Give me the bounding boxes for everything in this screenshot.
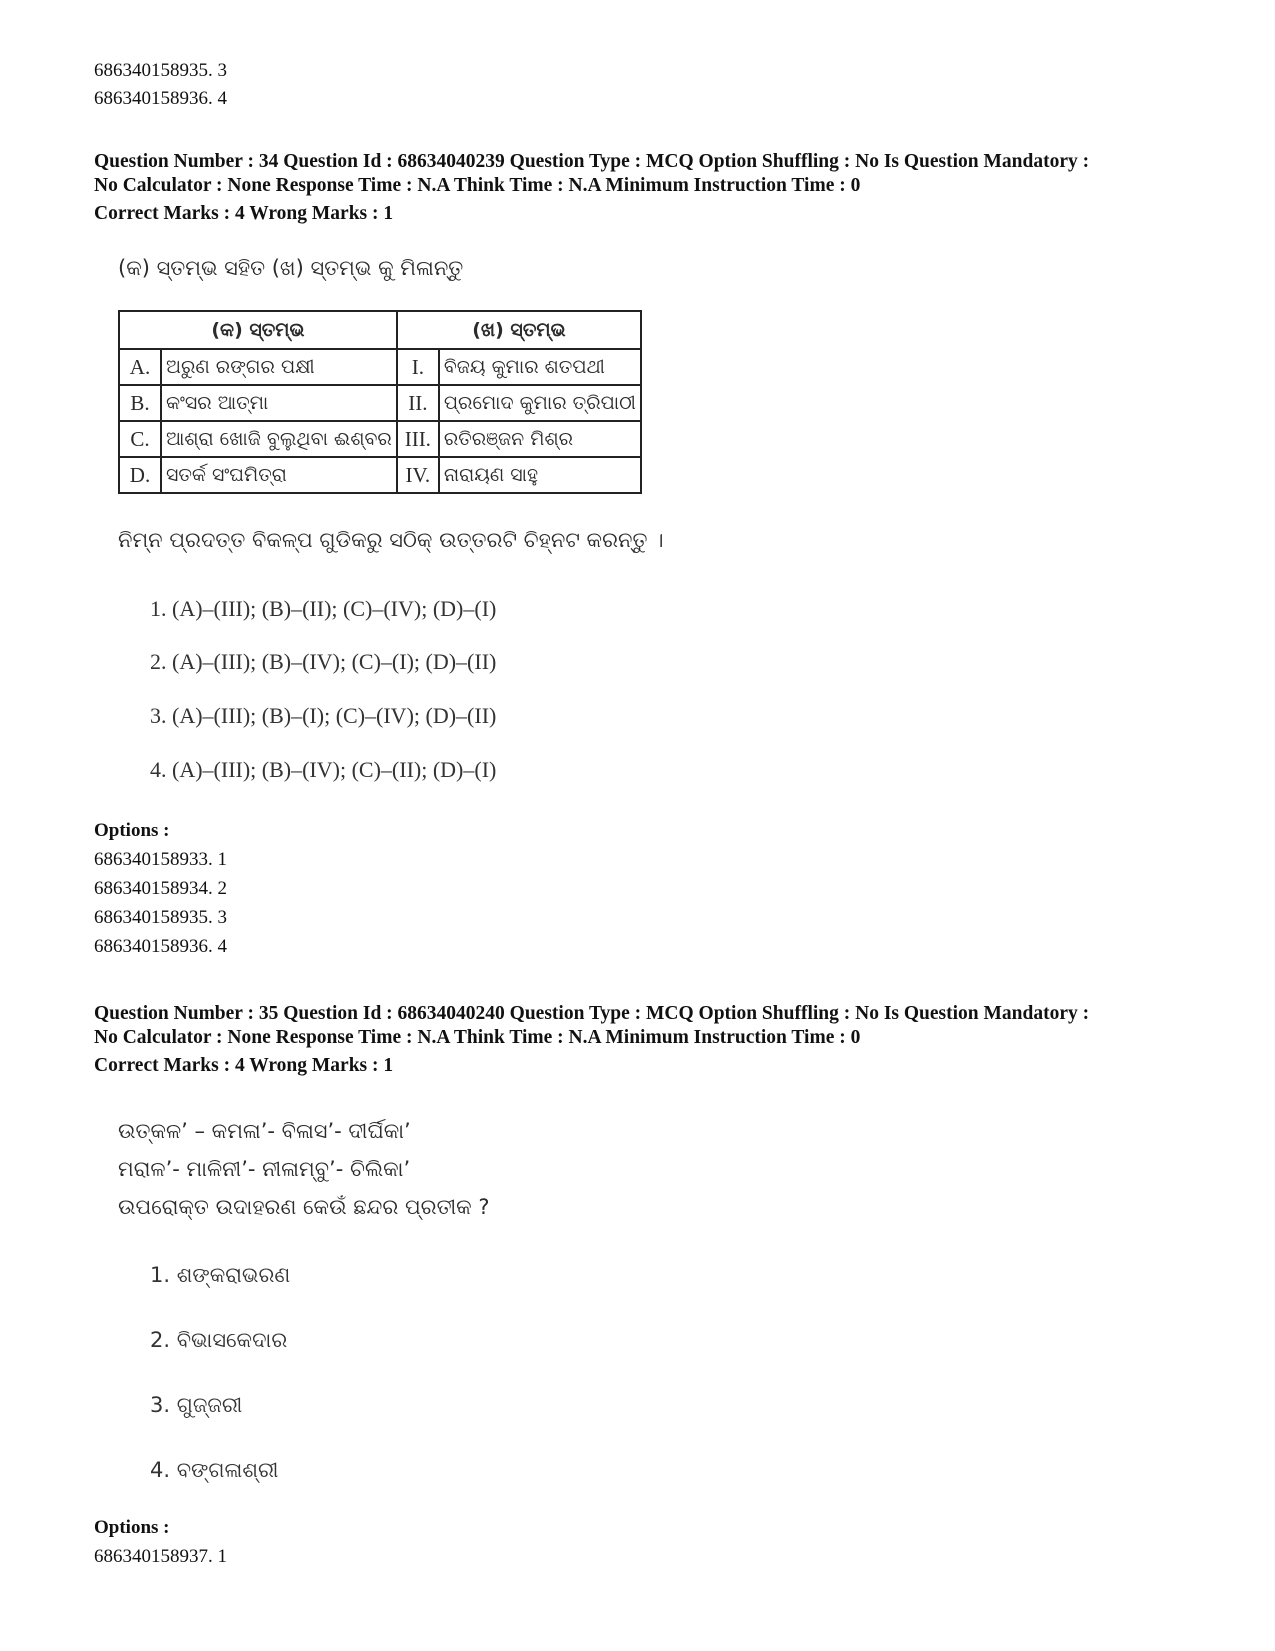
row-value-a: ଆଶ୍ରା ଖୋଜି ବୁଲୁଥିବା ଈଶ୍ବର: [161, 421, 397, 457]
q35-choice-4: 4. ବଙ୍ଗଳାଶ୍ରୀ: [150, 1458, 279, 1482]
q34-col-b-header: (ଖ) ସ୍ତମ୍ଭ: [397, 311, 641, 349]
q35-stem-line2: ମରାଳ’- ମାଳିନୀ’- ନୀଳାମ୍ବୁ’- ଚିଲିକା’: [118, 1157, 411, 1181]
q34-stem: (କ) ସ୍ତମ୍ଭ ସହିତ (ଖ) ସ୍ତମ୍ଭ କୁ ମିଳାନ୍ତୁ: [118, 256, 464, 280]
table-row: [119, 457, 641, 493]
q34-col-a-header: (କ) ସ୍ତମ୍ଭ: [119, 311, 397, 349]
q34-choice-3: 3. (A)–(III); (B)–(I); (C)–(IV); (D)–(II): [150, 703, 497, 728]
q35-header: [94, 1002, 1224, 1050]
q34-options-label: Options :: [94, 820, 170, 841]
q34-option-2: 686340158934. 2: [94, 878, 227, 899]
q34-choice-1: 1. (A)–(III); (B)–(II); (C)–(IV); (D)–(I): [150, 596, 497, 621]
q34-match-table: [118, 310, 642, 494]
q34-choice-4: 4. (A)–(III); (B)–(IV); (C)–(II); (D)–(I): [150, 757, 497, 782]
row-key-b: I.: [397, 349, 439, 385]
q34-instruction: ନିମ୍ନ ପ୍ରଦତ୍ତ ବିକଳ୍ପ ଗୁଡିକରୁ ସଠିକ୍ ଉତ୍ତରଟି ଚିହ୍ନଟ କରନ୍ତୁ ।: [118, 528, 664, 552]
prev-option-3: 686340158935. 3: [94, 60, 227, 81]
row-key-a: B.: [119, 385, 161, 421]
row-key-a: D.: [119, 457, 161, 493]
row-value-b: ରତିରଞ୍ଜନ ମିଶ୍ର: [439, 421, 641, 457]
q34-match-table-wrap: [118, 310, 642, 494]
table-row: [119, 385, 641, 421]
q35-header-line1: Question Number : 35 Question Id : 68634040240 Question Type : MCQ Option Shuffling : No Is Question Mandatory :: [94, 1003, 1090, 1024]
q34-option-3: 686340158935. 3: [94, 907, 227, 928]
row-key-b: II.: [397, 385, 439, 421]
row-key-b: IV.: [397, 457, 439, 493]
q34-choice-2: 2. (A)–(III); (B)–(IV); (C)–(I); (D)–(II): [150, 649, 497, 674]
q35-option-1: 686340158937. 1: [94, 1546, 227, 1567]
q35-stem-line1: ଉତ୍କଳ’ – କମଳା’- ବିଳାସ’- ଦୀର୍ଘିକା’: [118, 1119, 411, 1143]
q35-choice-2: 2. ବିଭାସକେଦାର: [150, 1328, 288, 1352]
q35-choice-3: 3. ଗୁଜ୍ଜରୀ: [150, 1393, 243, 1417]
row-key-a: C.: [119, 421, 161, 457]
q35-stem: [118, 1112, 490, 1226]
q35-choice-1: 1. ଶଙ୍କରାଭରଣ: [150, 1263, 291, 1287]
row-value-a: କଂସର ଆତ୍ମା: [161, 385, 397, 421]
row-value-b: ବିଜୟ କୁମାର ଶତପଥୀ: [439, 349, 641, 385]
row-key-b: III.: [397, 421, 439, 457]
q34-header-line2: No Calculator : None Response Time : N.A Think Time : N.A Minimum Instruction Time : 0: [94, 175, 861, 196]
q34-marks: Correct Marks : 4 Wrong Marks : 1: [94, 203, 394, 224]
q34-table-header-row: [119, 311, 641, 349]
row-value-b: ନାରାୟଣ ସାହୁ: [439, 457, 641, 493]
q35-header-line2: No Calculator : None Response Time : N.A Think Time : N.A Minimum Instruction Time : 0: [94, 1027, 861, 1048]
row-key-a: A.: [119, 349, 161, 385]
q35-stem-line3: ଉପରୋକ୍ତ ଉଦାହରଣ କେଉଁ ଛନ୍ଦର ପ୍ରତୀକ ?: [118, 1195, 490, 1219]
table-row: [119, 421, 641, 457]
row-value-a: ସତର୍କ ସଂଘମିତ୍ରା: [161, 457, 397, 493]
q35-marks: Correct Marks : 4 Wrong Marks : 1: [94, 1055, 394, 1076]
row-value-b: ପ୍ରମୋଦ କୁମାର ତ୍ରିପାଠୀ: [439, 385, 641, 421]
q34-option-4: 686340158936. 4: [94, 936, 227, 957]
prev-option-4: 686340158936. 4: [94, 88, 227, 109]
q34-header-line1: Question Number : 34 Question Id : 68634040239 Question Type : MCQ Option Shuffling : No Is Question Mandatory :: [94, 151, 1090, 172]
row-value-a: ଅରୁଣ ରଙ୍ଗର ପକ୍ଷୀ: [161, 349, 397, 385]
q34-header: [94, 150, 1224, 198]
q35-options-label: Options :: [94, 1517, 170, 1538]
q34-option-1: 686340158933. 1: [94, 849, 227, 870]
table-row: [119, 349, 641, 385]
